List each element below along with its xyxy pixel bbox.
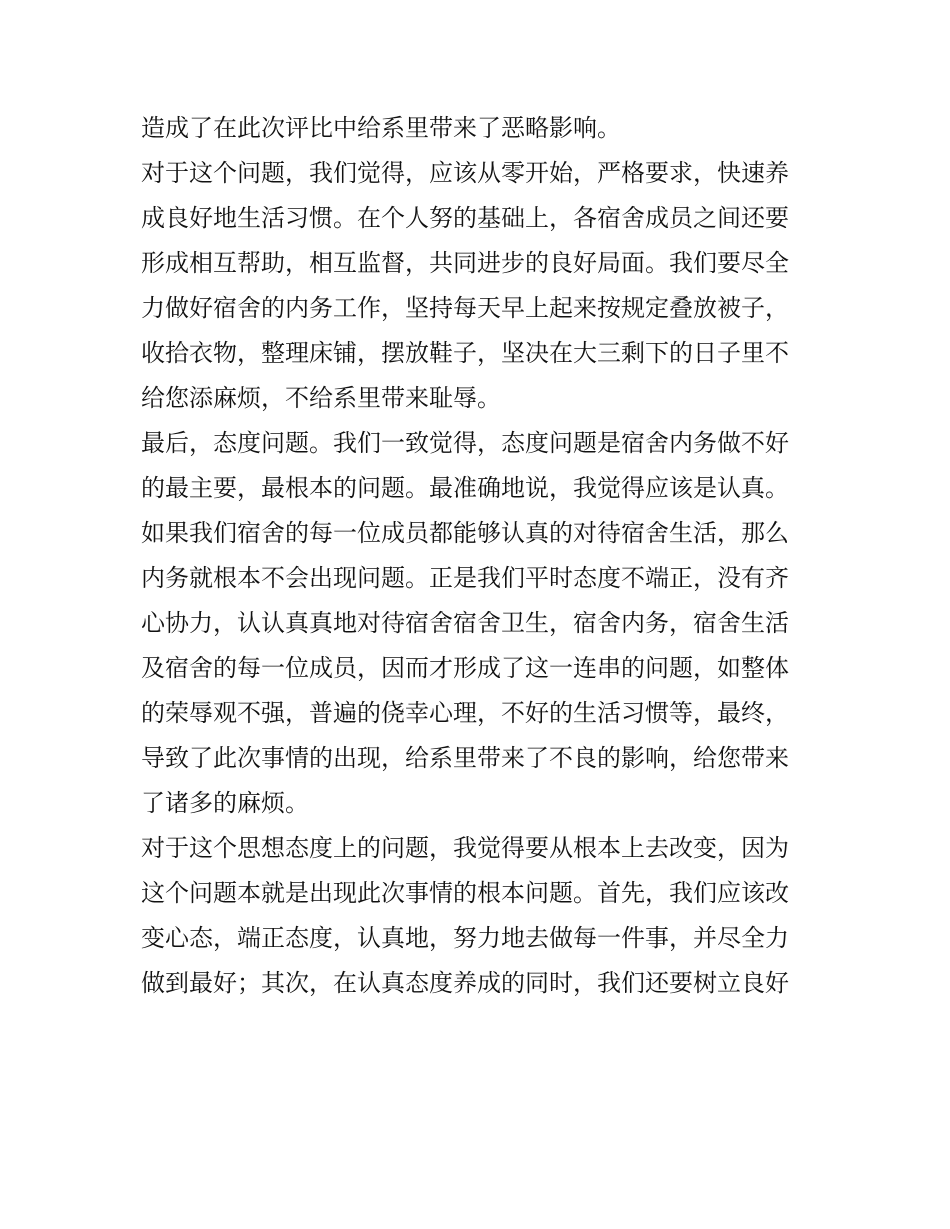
text-line: 如果我们宿舍的每一位成员都能够认真的对待宿舍生活，那么	[141, 519, 789, 547]
text-line: 收拾衣物，整理床铺，摆放鞋子，坚决在大三剩下的日子里不	[141, 339, 789, 367]
text-line: 了诸多的麻烦。	[141, 789, 309, 817]
text-line: 这个问题本就是出现此次事情的根本问题。首先，我们应该改	[141, 879, 789, 907]
text-line: 心协力，认认真真地对待宿舍宿舍卫生，宿舍内务，宿舍生活	[141, 609, 789, 637]
text-line: 及宿舍的每一位成员，因而才形成了这一连串的问题，如整体	[141, 654, 789, 682]
text-line: 造成了在此次评比中给系里带来了恶略影响。	[141, 114, 621, 142]
text-line: 的最主要，最根本的问题。最准确地说，我觉得应该是认真。	[141, 474, 789, 502]
text-line: 给您添麻烦，不给系里带来耻辱。	[141, 384, 501, 412]
text-line: 对于这个问题，我们觉得，应该从零开始，严格要求，快速养	[141, 159, 789, 187]
text-line: 内务就根本不会出现问题。正是我们平时态度不端正，没有齐	[141, 564, 789, 592]
body-text	[141, 106, 821, 1006]
text-line: 最后，态度问题。我们一致觉得，态度问题是宿舍内务做不好	[141, 429, 789, 457]
text-line: 导致了此次事情的出现，给系里带来了不良的影响，给您带来	[141, 744, 789, 772]
text-line: 做到最好；其次，在认真态度养成的同时，我们还要树立良好	[141, 969, 789, 997]
text-line: 力做好宿舍的内务工作，坚持每天早上起来按规定叠放被子，	[141, 294, 789, 322]
text-line: 对于这个思想态度上的问题，我觉得要从根本上去改变，因为	[141, 834, 789, 862]
text-line: 变心态，端正态度，认真地，努力地去做每一件事，并尽全力	[141, 924, 789, 952]
text-line: 成良好地生活习惯。在个人努的基础上，各宿舍成员之间还要	[141, 204, 789, 232]
text-line: 形成相互帮助，相互监督，共同进步的良好局面。我们要尽全	[141, 249, 789, 277]
text-line: 的荣辱观不强，普遍的侥幸心理，不好的生活习惯等，最终，	[141, 699, 789, 727]
